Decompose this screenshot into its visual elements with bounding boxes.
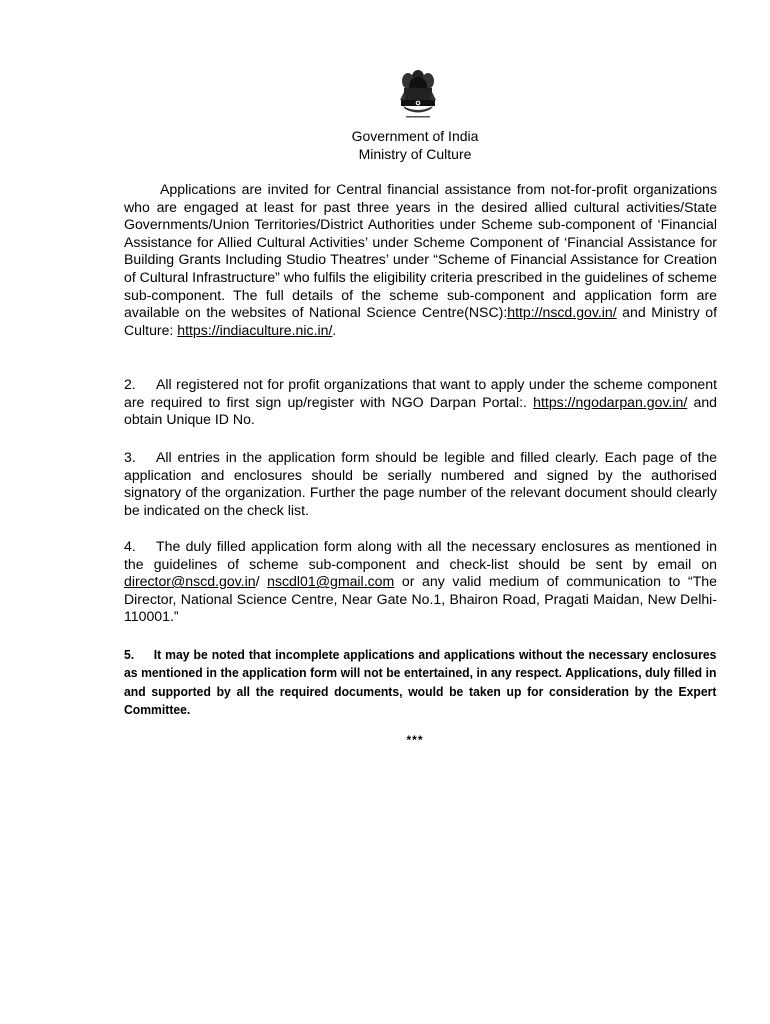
- email-separator: /: [255, 573, 268, 590]
- paragraph-3-number: 3.: [124, 449, 136, 465]
- paragraph-5: [124, 646, 716, 719]
- paragraph-5-number: 5.: [124, 647, 135, 662]
- nscd-gmail-link[interactable]: nscdl01@gmail.com: [267, 573, 395, 590]
- paragraph-5-text: It may be noted that incomplete applications and applications without the necessary enclosures as mentioned in the application form will not be entertained, in any respect. Applications, duly filled in and supported by all the required documents, would be taken up for consideration by the Expert Committee.: [124, 647, 717, 717]
- paragraph-4-number: 4.: [124, 538, 136, 554]
- culture-website-link[interactable]: https://indiaculture.nic.in/: [177, 321, 333, 338]
- paragraph-2-text: All registered not for profit organizations that want to apply under the scheme component are required to first sign up/register with NGO Darpan Portal:.: [124, 376, 717, 410]
- director-email-link[interactable]: director@nscd.gov.in: [124, 573, 256, 590]
- paragraph-4-text: The duly filled application form along with all the necessary enclosures as mentioned in the guidelines of scheme sub-component and check-list should be sent by email on: [124, 538, 717, 572]
- paragraph-2: [124, 376, 717, 429]
- nsc-website-link[interactable]: http://nscd.gov.in/: [507, 304, 617, 321]
- paragraph-4-text-b: or any valid medium of communication to “The Director, National Science Centre, Near Gate No.1, Bhairon Road, Pragati Maidan, New Delhi-110001.”: [124, 573, 717, 625]
- paragraph-3-text: All entries in the application form should be legible and filled clearly. Each page of the application and enclosures should be serially numbered and signed by the authorised signatory of the organization. Further the page number of the relevant document should clearly be indicated on the check list.: [124, 449, 717, 518]
- paragraph-3: [124, 449, 717, 519]
- end-marker: ***: [406, 733, 424, 747]
- ngo-darpan-link[interactable]: https://ngodarpan.gov.in/: [533, 393, 688, 410]
- paragraph-2-number: 2.: [124, 376, 136, 392]
- paragraph-1-text-b: and Ministry of Culture:: [124, 304, 718, 338]
- paragraph-1-text: Applications are invited for Central financial assistance from not-for-profit organizations who are engaged at least for past three years in the desired allied cultural activities/State Governments/Union Territories/District Authorities under Scheme sub-component of ‘Financial Assistance for Allied Cultural Activities’ under Scheme Component of ‘Financial Assistance for Building Grants Including Studio Theatres’ under “Scheme of Financial Assistance for Creation of Cultural Infrastructure” who fulfils the eligibility criteria prescribed in the guidelines of scheme sub-component. The full details of the scheme sub-component and application form are available on the websites of National Science Centre(NSC):: [124, 181, 717, 321]
- paragraph-1-end: .: [332, 321, 337, 338]
- state-emblem-icon: [393, 68, 443, 124]
- paragraph-4: [124, 538, 717, 626]
- header-ministry: Ministry of Culture: [358, 146, 472, 162]
- paragraph-1: [124, 181, 717, 339]
- paragraph-2-text-b: and obtain Unique ID No.: [124, 393, 717, 428]
- header-government: Government of India: [351, 128, 479, 144]
